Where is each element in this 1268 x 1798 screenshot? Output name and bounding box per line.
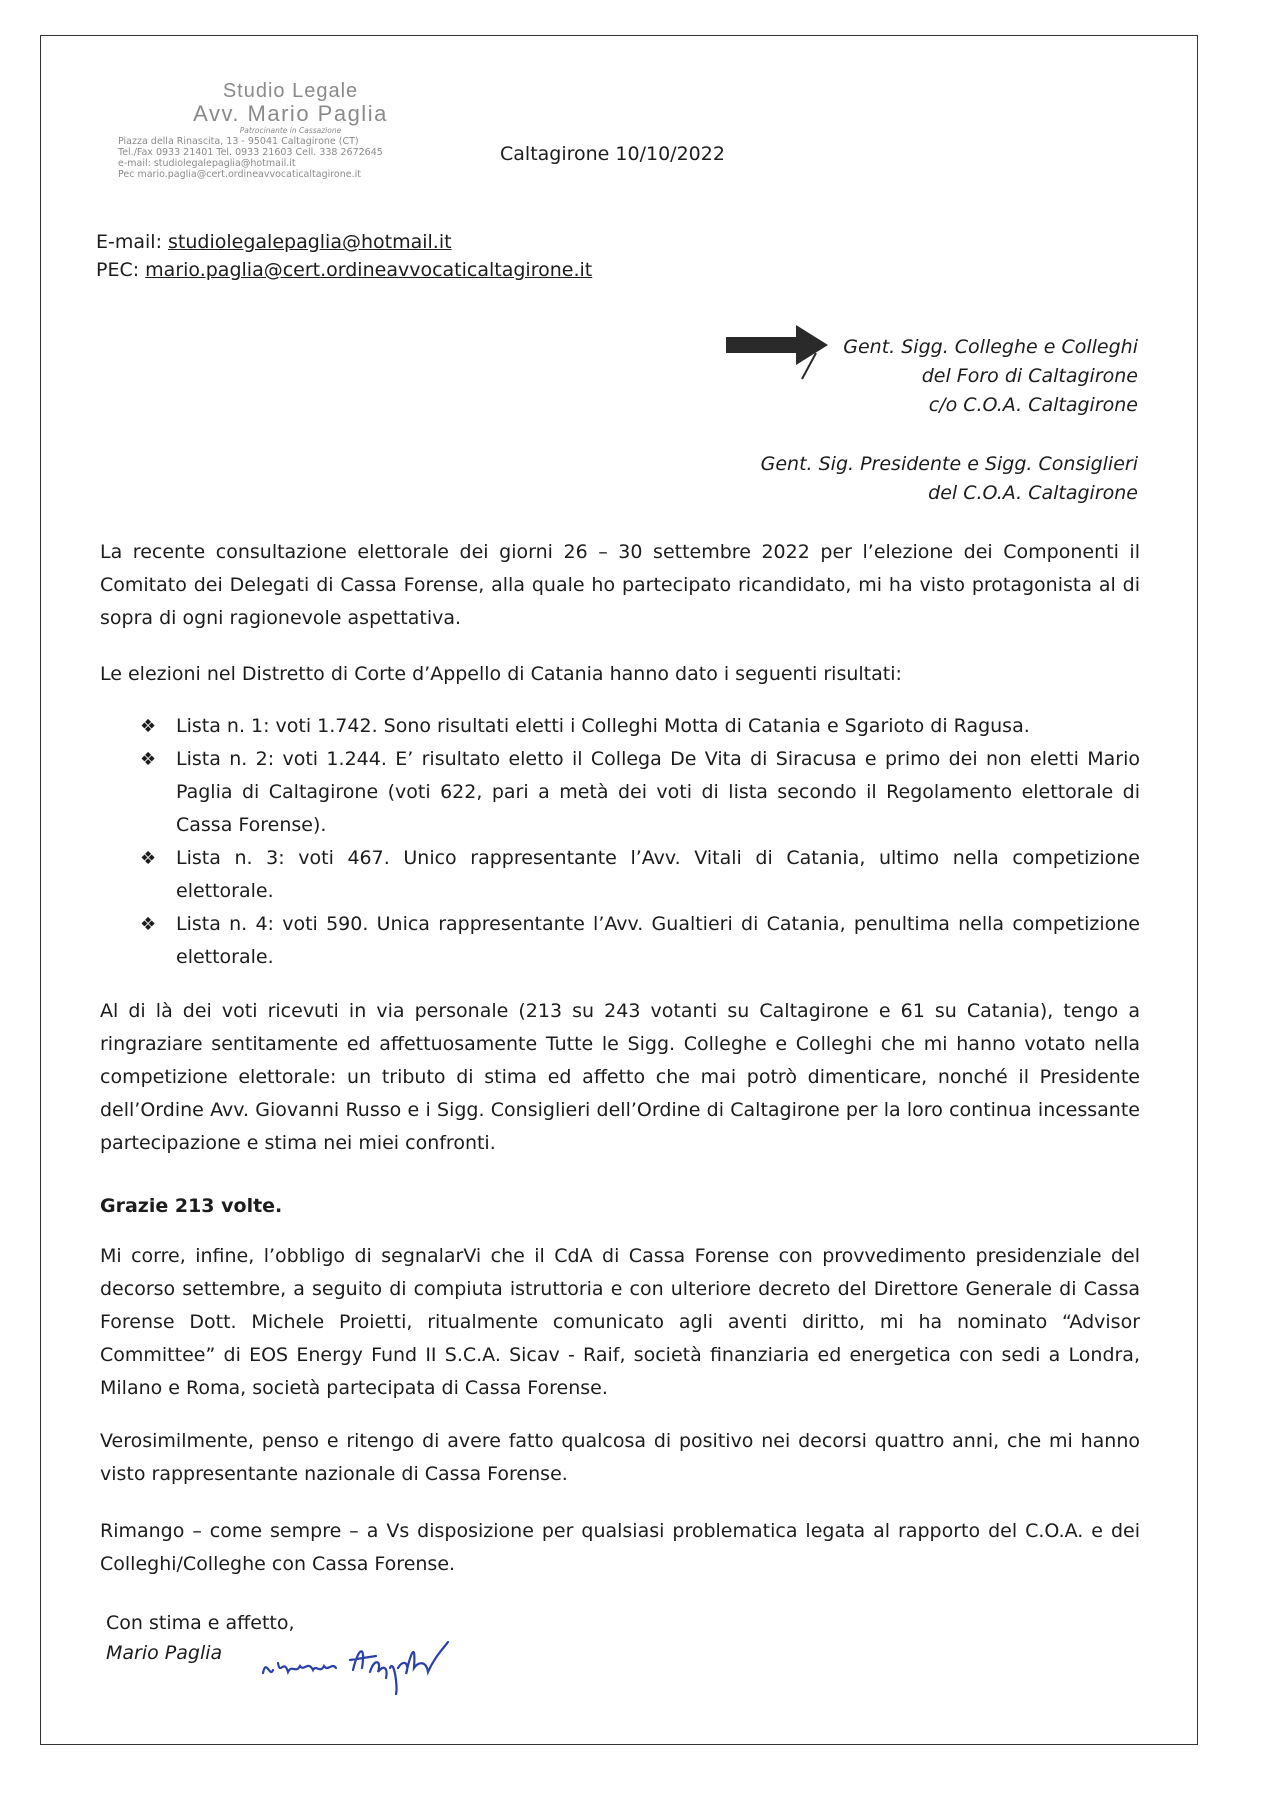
recipient-line: Gent. Sig. Presidente e Sigg. Consiglieri [760, 453, 1138, 475]
stamp-pec: Pec mario.paglia@cert.ordineavvocaticaltagirone.it [118, 169, 361, 180]
bullet-icon: ❖ [140, 848, 157, 869]
paragraph-appointment: Mi corre, infine, l’obbligo di segnalarVi che il CdA di Cassa Forense con provvedimento presidenziale del decorso settembre, a seguito di compiuta istruttoria e con ulteriore decreto del Direttore Generale di Cassa Forense Dott. Michele Proietti, ritualmente comunicato agli aventi diritto, mi ha nominato “Advisor Committee” di EOS Energy Fund II S.C.A. Sicav - Raif, società finanziaria ed energetica con sedi a Londra, Milano e Roma, società partecipata di Cassa Forense. [100, 1245, 1140, 1399]
list-item [138, 743, 1140, 842]
recipient-line: del C.O.A. Caltagirone [928, 482, 1138, 504]
stamp-studio: Studio Legale [222, 80, 359, 102]
recipient-line: c/o C.O.A. Caltagirone [928, 394, 1138, 416]
paragraph-results-intro: Le elezioni nel Distretto di Corte d’Appello di Catania hanno dato i seguenti risultati: [100, 663, 902, 685]
email-line [96, 228, 592, 256]
recipient-line: Gent. Sigg. Colleghe e Colleghi [843, 336, 1138, 358]
paragraph-thanks: Al di là dei voti ricevuti in via personale (213 su 243 votanti su Caltagirone e 61 su Catania), tengo a ringraziare sentitamente ed affettuosamente Tutte le Sigg. Colleghe e Colleghi che mi hanno votato nella competizione elettorale: un tributo di stima ed affetto che mai potrò dimenticare, nonché il Presidente dell’Ordine Avv. Giovanni Russo e i Sigg. Consiglieri dell’Ordine di Caltagirone per la loro continua incessante partecipazione e stima nei miei confronti. [100, 1000, 1140, 1154]
pec-line [96, 256, 592, 284]
results-list [138, 710, 1140, 974]
recipient-block-colleagues [843, 333, 1138, 420]
stamp-email: e-mail: studiolegalepaglia@hotmail.it [118, 158, 296, 169]
contact-block [96, 228, 592, 284]
closing-salutation: Con stima e affetto, [106, 1612, 295, 1634]
stamp-title: Patrocinante in Cassazione [239, 126, 342, 135]
bullet-icon: ❖ [140, 749, 157, 770]
closing-signatory: Mario Paglia [106, 1642, 223, 1664]
stamp-address: Piazza della Rinascita, 13 - 95041 Caltagirone (CT) [118, 136, 359, 147]
letter-date: Caltagirone 10/10/2022 [500, 143, 725, 165]
stamp-lawyer-name: Avv. Mario Paglia [193, 101, 388, 126]
pec-label: PEC: [96, 259, 146, 281]
list-item-text: Lista n. 2: voti 1.244. E’ risultato eletto il Collega De Vita di Siracusa e primo dei non eletti Mario Paglia di Caltagirone (voti 622, pari a metà dei voti di lista secondo il Regolamento elettorale di Cassa Forense). [176, 748, 1140, 836]
paragraph-intro: La recente consultazione elettorale dei giorni 26 – 30 settembre 2022 per l’elezione dei Componenti il Comitato dei Delegati di Cassa Forense, alla quale ho partecipato ricandidato, mi ha visto protagonista al di sopra di ogni ragionevole aspettativa. [100, 541, 1140, 629]
paragraph-grazie: Grazie 213 volte. [100, 1195, 283, 1217]
list-item [138, 842, 1140, 908]
recipient-block-council [761, 450, 1138, 508]
paragraph-reflection: Verosimilmente, penso e ritengo di avere fatto qualcosa di positivo nei decorsi quattro anni, che mi hanno visto rappresentante nazionale di Cassa Forense. [100, 1430, 1140, 1485]
list-item-text: Lista n. 1: voti 1.742. Sono risultati eletti i Colleghi Motta di Catania e Sgarioto di Ragusa. [176, 715, 1030, 737]
list-item [138, 710, 1140, 743]
arrow-icon [726, 323, 831, 383]
email-link[interactable]: studiolegalepaglia@hotmail.it [168, 231, 452, 253]
list-item [138, 908, 1140, 974]
pec-link[interactable]: mario.paglia@cert.ordineavvocaticaltagirone.it [145, 259, 593, 281]
email-label: E-mail: [96, 231, 169, 253]
bullet-icon: ❖ [140, 914, 157, 935]
stamp-phone: Tel./Fax 0933 21401 Tel. 0933 21603 Cell. 338 2672645 [118, 147, 383, 158]
letterhead-stamp [118, 80, 463, 180]
handwritten-signature [258, 1628, 458, 1698]
list-item-text: Lista n. 3: voti 467. Unico rappresentante l’Avv. Vitali di Catania, ultimo nella competizione elettorale. [176, 847, 1140, 902]
recipient-line: del Foro di Caltagirone [921, 365, 1138, 387]
list-item-text: Lista n. 4: voti 590. Unica rappresentante l’Avv. Gualtieri di Catania, penultima nella competizione elettorale. [176, 913, 1140, 968]
paragraph-availability: Rimango – come sempre – a Vs disposizione per qualsiasi problematica legata al rapporto del C.O.A. e dei Colleghi/Colleghe con Cassa Forense. [100, 1520, 1140, 1575]
bullet-icon: ❖ [140, 716, 157, 737]
